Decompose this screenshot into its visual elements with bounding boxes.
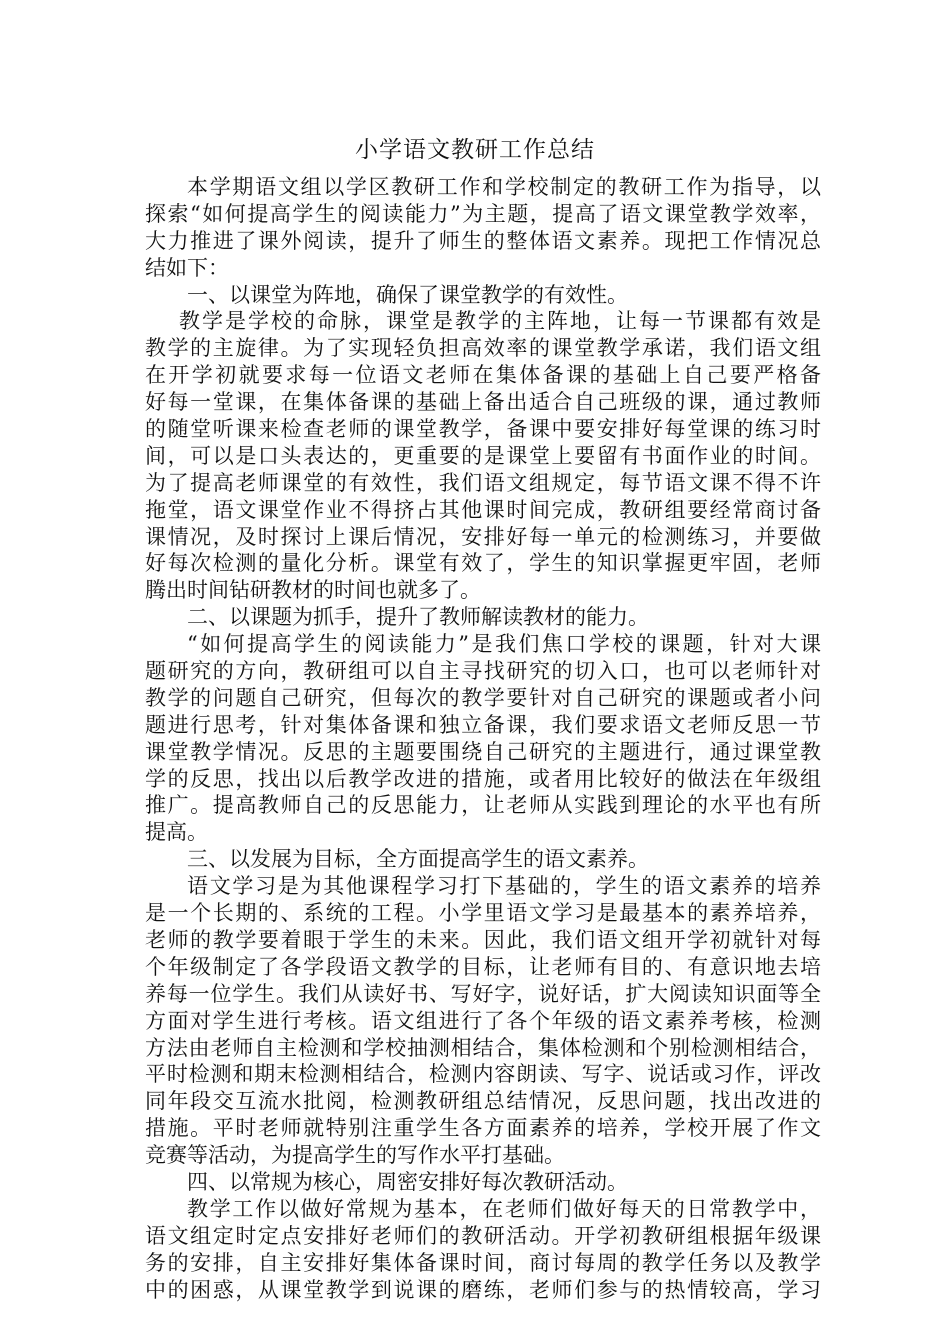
text-line: 一、以课堂为阵地，确保了课堂教学的有效性。 — [187, 282, 628, 307]
text-line: 为了提高老师课堂的有效性，我们语文组规定，每节语文课不得不许 — [145, 470, 821, 495]
text-line: 同年段交互流水批阅，检测教研组总结情况，反思问题，找出改进的 — [145, 1089, 821, 1114]
text-line: 题研究的方向，教研组可以自主寻找研究的切入口，也可以老师针对 — [145, 659, 821, 684]
text-line: 老师的教学要着眼于学生的未来。因此，我们语文组开学初就针对每 — [145, 927, 821, 952]
text-line: 中的困惑，从课堂教学到说课的磨练，老师们参与的热情较高，学习 — [145, 1277, 821, 1302]
text-line: 提高。 — [145, 820, 208, 845]
text-line: 平时检测和期末检测相结合，检测内容朗读、写字、说话或习作，评改 — [145, 1062, 821, 1087]
text-line: 本学期语文组以学区教研工作和学校制定的教研工作为指导，以 — [187, 175, 821, 199]
text-line: 语文组定时定点安排好老师们的教研活动。开学初教研组根据年级课 — [145, 1223, 821, 1248]
text-line: 措施。平时老师就特别注重学生各方面素养的培养，学校开展了作文 — [145, 1116, 821, 1141]
text-line: 结如下： — [145, 255, 229, 280]
text-line: 探索“如何提高学生的阅读能力”为主题，提高了语文课堂教学效率， — [145, 201, 821, 226]
document-body — [145, 174, 821, 1303]
text-line: 方法由老师自主检测和学校抽测相结合，集体检测和个别检测相结合， — [145, 1035, 821, 1060]
text-line: 方面对学生进行考核。语文组进行了各个年级的语文素养考核，检测 — [145, 1008, 821, 1033]
text-line: 大力推进了课外阅读，提升了师生的整体语文素养。现把工作情况总 — [145, 228, 821, 253]
text-line: 养每一位学生。我们从读好书、写好字，说好话，扩大阅读知识面等全 — [145, 981, 821, 1006]
text-line: 腾出时间钻研教材的时间也就多了。 — [145, 578, 481, 603]
text-line: 拖堂，语文课堂作业不得挤占其他课时间完成，教研组要经常商讨备 — [145, 497, 821, 522]
text-line: “如何提高学生的阅读能力”是我们焦口学校的课题，针对大课 — [187, 632, 821, 657]
text-line: 是一个长期的、系统的工程。小学里语文学习是最基本的素养培养， — [145, 901, 821, 926]
text-line: 的随堂听课来检查老师的课堂教学，备课中要安排好每堂课的练习时 — [145, 417, 821, 442]
text-line: 竞赛等活动，为提高学生的写作水平打基础。 — [145, 1143, 565, 1168]
text-line: 教学工作以做好常规为基本，在老师们做好每天的日常教学中， — [187, 1196, 821, 1221]
document-title: 小学语文教研工作总结 — [355, 137, 595, 163]
text-line: 课情况，及时探讨上课后情况，安排好每一单元的检测练习，并要做 — [145, 524, 821, 549]
text-line: 教学是学校的命脉，课堂是教学的主阵地，让每一节课都有效是 — [179, 309, 821, 334]
text-line: 四、以常规为核心，周密安排好每次教研活动。 — [187, 1169, 628, 1194]
text-line: 个年级制定了各学段语文教学的目标，让老师有目的、有意识地去培 — [145, 954, 821, 979]
text-line: 教学的主旋律。为了实现轻负担高效率的课堂教学承诺，我们语文组 — [145, 336, 821, 361]
text-line: 在开学初就要求每一位语文老师在集体备课的基础上自己要严格备 — [145, 363, 821, 388]
text-line: 课堂教学情况。反思的主题要围绕自己研究的主题进行，通过课堂教 — [145, 739, 821, 764]
text-line: 好每次检测的量化分析。课堂有效了，学生的知识掌握更牢固，老师 — [145, 551, 821, 576]
text-line: 题进行思考，针对集体备课和独立备课，我们要求语文老师反思一节 — [145, 712, 821, 737]
text-line: 学的反思，找出以后教学改进的措施，或者用比较好的做法在年级组 — [145, 766, 821, 791]
text-line: 好每一堂课，在集体备课的基础上备出适合自己班级的课，通过教师 — [145, 390, 821, 415]
text-line: 推广。提高教师自己的反思能力，让老师从实践到理论的水平也有所 — [145, 793, 821, 818]
text-line: 间，可以是口头表达的，更重要的是课堂上要留有书面作业的时间。 — [145, 443, 821, 468]
text-line: 语文学习是为其他课程学习打下基础的，学生的语文素养的培养 — [187, 874, 821, 899]
text-line: 务的安排，自主安排好集体备课时间，商讨每周的教学任务以及教学 — [145, 1250, 821, 1275]
text-line: 教学的问题自己研究，但每次的教学要针对自己研究的课题或者小问 — [145, 685, 821, 710]
text-line: 三、以发展为目标，全方面提高学生的语文素养。 — [187, 847, 649, 872]
text-line: 二、以课题为抓手，提升了教师解读教材的能力。 — [187, 605, 649, 630]
